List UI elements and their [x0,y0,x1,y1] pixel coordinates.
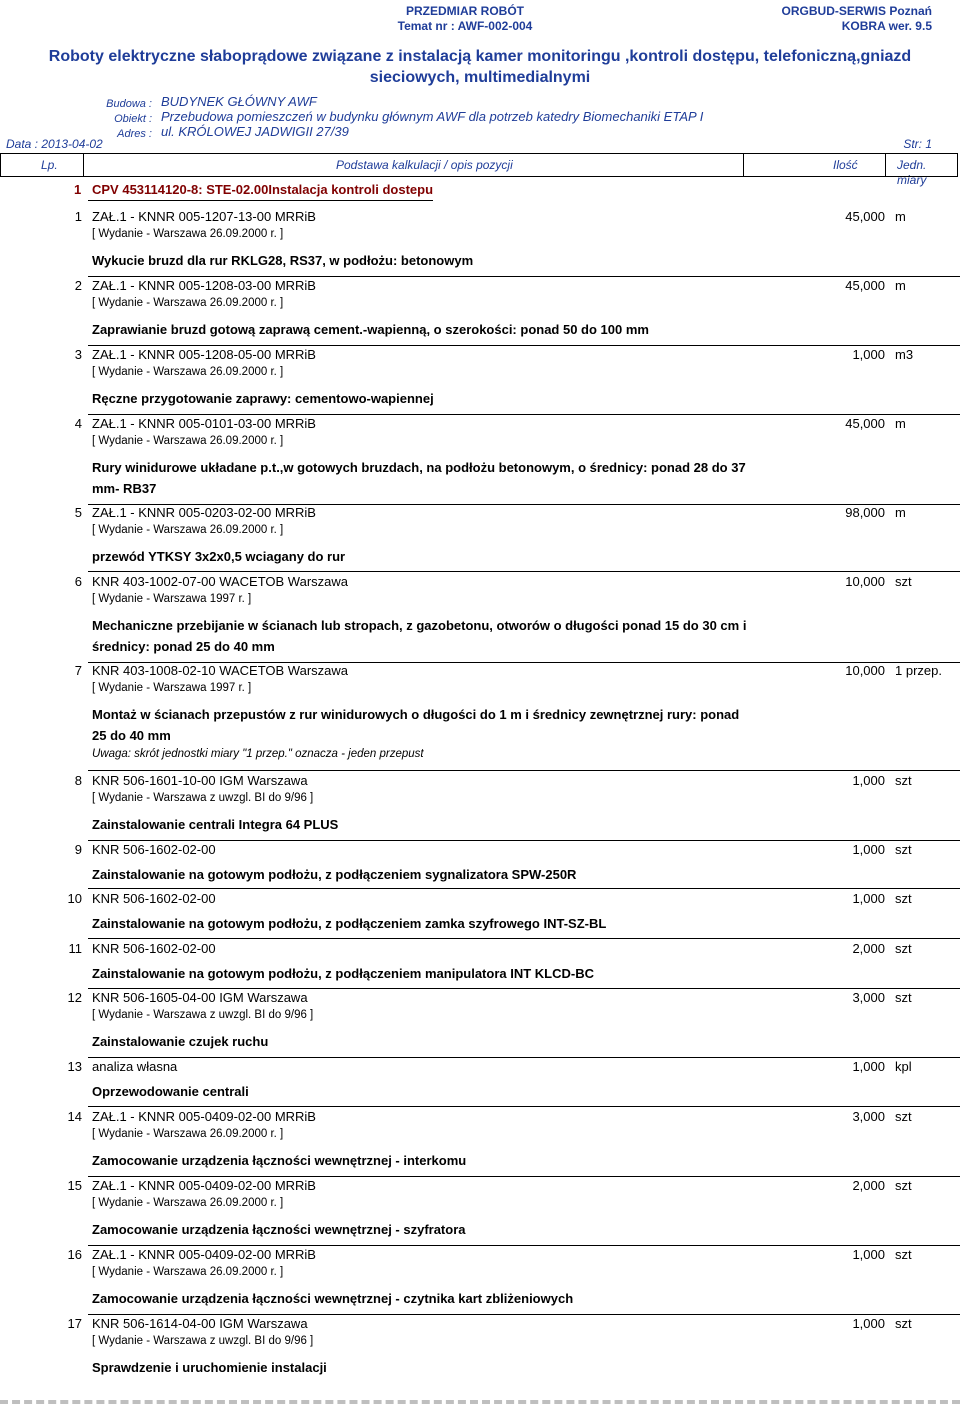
item-source: KNR 506-1602-02-00 [92,941,216,956]
item-description: przewód YTKSY 3x2x0,5 wciagany do rur [92,549,346,564]
item-unit: szt [895,941,912,956]
item-source: KNR 506-1605-04-00 IGM Warszawa [92,990,308,1005]
item-source: KNR 506-1614-04-00 IGM Warszawa [92,1316,308,1331]
item-number: 3 [74,347,82,362]
item-unit: m [895,209,906,224]
item-unit: 1 przep. [895,663,942,678]
item-number: 15 [67,1178,82,1193]
company-name: ORGBUD-SERWIS Poznań [781,4,932,18]
document-date: Data : 2013-04-02 [6,137,103,151]
item-unit: szt [895,891,912,906]
column-lp: Lp. [41,158,58,172]
item-number: 8 [74,773,82,788]
item-description: Zainstalowanie na gotowym podłożu, z podłączeniem zamka szyfrowego INT-SZ-BL [92,916,607,931]
item-source: ZAŁ.1 - KNNR 005-1208-03-00 MRRiB [92,278,316,293]
item-number: 1 [74,209,82,224]
column-header [0,153,958,187]
item-edition: [ Wydanie - Warszawa 26.09.2000 r. ] [92,228,284,240]
page-number: Str: 1 [903,137,932,151]
obiekt-label: Obiekt : [114,113,152,125]
item-description: Montaż w ścianach przepustów z rur winidurowych o długości do 1 m i średnicy zewnętrznej rury: ponad 25 do 40 mm [92,707,740,743]
item-description: Zaprawianie bruzd gotową zaprawą cement.-wapienną, o szerokości: ponad 50 do 100 mm [92,322,649,337]
item-edition: [ Wydanie - Warszawa z uwzgl. BI do 9/96 ] [92,1009,314,1021]
item-description: Sprawdzenie i uruchomienie instalacji [92,1360,327,1375]
budowa-value: BUDYNEK GŁÓWNY AWF [161,94,317,109]
item-unit: szt [895,990,912,1005]
column-divider [885,154,886,176]
item-edition: [ Wydanie - Warszawa 26.09.2000 r. ] [92,435,284,447]
chapter-title: CPV 453114120-8: STE-02.00Instalacja kontroli dostepu [92,182,434,197]
chapter-underline [88,200,433,201]
item-unit: szt [895,773,912,788]
item-number: 2 [74,278,82,293]
adres-value: ul. KRÓLOWEJ JADWIGII 27/39 [161,124,349,139]
item-description: Zamocowanie urządzenia łączności wewnętrznej - czytnika kart zbliżeniowych [92,1291,574,1306]
item-source: ZAŁ.1 - KNNR 005-0409-02-00 MRRiB [92,1247,316,1262]
item-quantity: 98,000 [845,505,885,520]
page-bottom-rule [0,1400,960,1404]
item-description: Zainstalowanie na gotowym podłożu, z podłączeniem sygnalizatora SPW-250R [92,867,577,882]
item-unit: szt [895,842,912,857]
item-quantity: 10,000 [845,663,885,678]
item-quantity: 1,000 [852,773,885,788]
item-number: 11 [68,941,82,956]
item-number: 16 [67,1247,82,1262]
item-number: 6 [74,574,82,589]
item-edition: [ Wydanie - Warszawa 1997 r. ] [92,593,252,605]
item-description: Wykucie bruzd dla rur RKLG28, RS37, w podłożu: betonowym [92,253,474,268]
document-title: Roboty elektryczne słaboprądowe związane z instalacją kamer monitoringu ,kontroli dostępu, telefoniczną,gniazd sieciowych, multimedialnymi [48,48,912,86]
item-unit: m [895,278,906,293]
item-quantity: 1,000 [852,891,885,906]
item-unit: m [895,505,906,520]
item-source: ZAŁ.1 - KNNR 005-1207-13-00 MRRiB [92,209,316,224]
item-number: 5 [74,505,82,520]
item-quantity: 3,000 [852,1109,885,1124]
item-source: ZAŁ.1 - KNNR 005-0409-02-00 MRRiB [92,1109,316,1124]
chapter-heading [0,181,960,201]
item-number: 12 [67,990,82,1005]
chapter-number: 1 [74,182,82,197]
column-quantity: Ilość [833,158,858,172]
column-description: Podstawa kalkulacji / opis pozycji [336,158,513,172]
item-quantity: 45,000 [845,278,885,293]
item-unit: m [895,416,906,431]
item-edition: [ Wydanie - Warszawa 26.09.2000 r. ] [92,524,284,536]
item-quantity: 1,000 [852,1247,885,1262]
column-divider [743,154,744,176]
item-quantity: 1,000 [852,347,885,362]
software-version: KOBRA wer. 9.5 [841,19,932,33]
item-unit: kpl [895,1059,912,1074]
item-source: KNR 403-1002-07-00 WACETOB Warszawa [92,574,349,589]
item-edition: [ Wydanie - Warszawa 26.09.2000 r. ] [92,1128,284,1140]
item-description: Zamocowanie urządzenia łączności wewnętrznej - szyfratora [92,1222,466,1237]
column-unit: Jedn. miary [897,158,927,187]
item-quantity: 10,000 [845,574,885,589]
item-number: 17 [67,1316,82,1331]
item-quantity: 45,000 [845,416,885,431]
item-number: 13 [67,1059,82,1074]
item-edition: [ Wydanie - Warszawa 26.09.2000 r. ] [92,1197,284,1209]
item-source: ZAŁ.1 - KNNR 005-0409-02-00 MRRiB [92,1178,316,1193]
item-unit: szt [895,1109,912,1124]
item-source: ZAŁ.1 - KNNR 005-1208-05-00 MRRiB [92,347,316,362]
item-description: Zainstalowanie czujek ruchu [92,1034,269,1049]
item-source: ZAŁ.1 - KNNR 005-0203-02-00 MRRiB [92,505,316,520]
item-source: KNR 403-1008-02-10 WACETOB Warszawa [92,663,349,678]
obiekt-value: Przebudowa pomieszczeń w budynku głównym AWF dla potrzeb katedry Biomechaniki ETAP I [161,109,704,124]
item-edition: [ Wydanie - Warszawa 26.09.2000 r. ] [92,297,284,309]
item-description: Mechaniczne przebijanie w ścianach lub stropach, z gazobetonu, otworów o długości ponad 15 do 30 cm i średnicy: ponad 25 do 40 mm [92,618,747,654]
item-description: Ręczne przygotowanie zaprawy: cementowo-wapiennej [92,391,434,406]
item-quantity: 1,000 [852,1316,885,1331]
item-quantity: 1,000 [852,842,885,857]
item-edition: [ Wydanie - Warszawa 26.09.2000 r. ] [92,366,284,378]
document-type: PRZEDMIAR ROBÓT [406,4,524,18]
item-unit: szt [895,1178,912,1193]
item-number: 4 [74,416,82,431]
item-number: 9 [74,842,82,857]
document-header-left [350,4,580,34]
item-number: 14 [67,1109,82,1124]
item-unit: szt [895,574,912,589]
item-source: ZAŁ.1 - KNNR 005-0101-03-00 MRRiB [92,416,316,431]
item-number: 7 [74,663,82,678]
item-source: KNR 506-1602-02-00 [92,891,216,906]
item-quantity: 1,000 [852,1059,885,1074]
item-number: 10 [67,891,82,906]
item-source: KNR 506-1602-02-00 [92,842,216,857]
column-divider [83,154,84,176]
budowa-label: Budowa : [106,98,152,110]
item-unit: szt [895,1247,912,1262]
topic-number: Temat nr : AWF-002-004 [397,19,533,33]
item-source: analiza własna [92,1059,178,1074]
item-description: Rury winidurowe układane p.t.,w gotowych bruzdach, na podłożu betonowym, o średnicy: ponad 28 do 37 mm- RB37 [92,460,746,496]
item-quantity: 2,000 [852,1178,885,1193]
item-edition: [ Wydanie - Warszawa 1997 r. ] [92,682,252,694]
item-source: KNR 506-1601-10-00 IGM Warszawa [92,773,308,788]
item-unit: szt [895,1316,912,1331]
item-description: Oprzewodowanie centrali [92,1084,249,1099]
item-description: Zainstalowanie na gotowym podłożu, z podłączeniem manipulatora INT KLCD-BC [92,966,594,981]
item-description: Zamocowanie urządzenia łączności wewnętrznej - interkomu [92,1153,467,1168]
document-header-right [782,4,932,34]
item-quantity: 45,000 [845,209,885,224]
adres-label: Adres : [117,128,152,140]
item-quantity: 2,000 [852,941,885,956]
item-note: Uwaga: skrót jednostki miary "1 przep." oznacza - jeden przepust [92,748,424,760]
item-edition: [ Wydanie - Warszawa z uwzgl. BI do 9/96 ] [92,792,314,804]
item-edition: [ Wydanie - Warszawa z uwzgl. BI do 9/96 ] [92,1335,314,1347]
item-quantity: 3,000 [852,990,885,1005]
item-edition: [ Wydanie - Warszawa 26.09.2000 r. ] [92,1266,284,1278]
item-unit: m3 [895,347,914,362]
item-description: Zainstalowanie centrali Integra 64 PLUS [92,817,339,832]
